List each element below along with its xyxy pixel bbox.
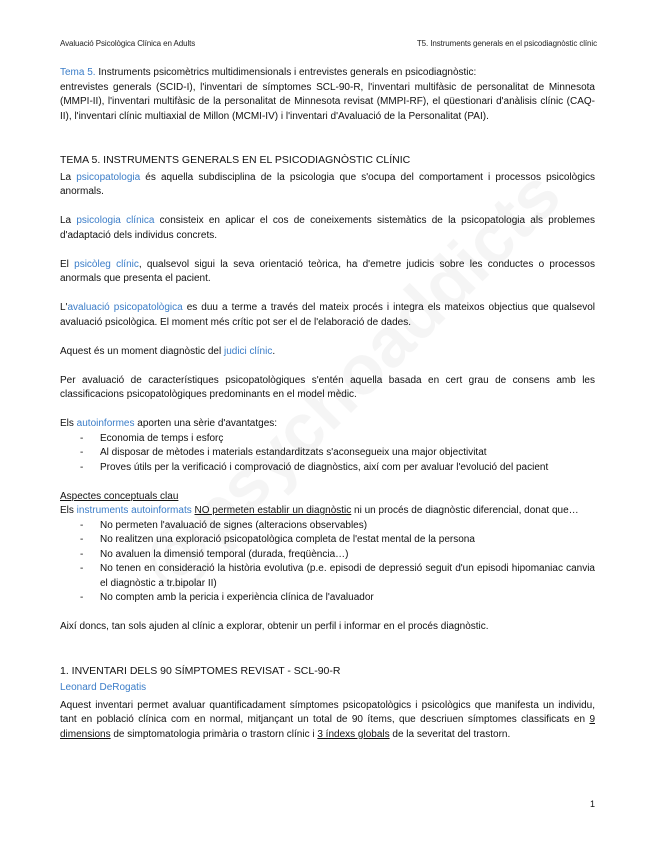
- term-psicologia-clinica: psicologia clínica: [76, 215, 155, 226]
- intro-text-1: Instruments psicomètrics multidimensionals i entrevistes generals en psicodiagnòstic:: [95, 67, 477, 78]
- list-item: - No compten amb la pericia i experiència clínica de l'avaluador: [60, 591, 595, 606]
- paragraph-conclusion: Així doncs, tan sols ajuden al clínic a explorar, obtenir un perfil i informar en el procés diagnòstic.: [60, 621, 489, 632]
- text: aporten una sèrie d'avantatges:: [134, 418, 278, 429]
- limitations-list: [60, 519, 595, 606]
- term-psicopatologia: psicopatologia: [76, 171, 141, 183]
- term-avaluacio-psicopatologica: avaluació psicopatològica: [67, 302, 183, 313]
- section-title: 1. INVENTARI DELS 90 SÍMPTOMES REVISAT - SCL-90-R: [60, 664, 341, 677]
- term-autoinformes: autoinformes: [76, 418, 135, 429]
- text: La: [60, 171, 77, 183]
- paragraph-psicologia-clinica: [60, 214, 595, 243]
- list-item: - No tenen en consideració la història evolutiva (p.e. episodi de depressió seguit d'un episodi hipomaniac canvia el diagnòstic a tr.bipolar II): [60, 562, 595, 591]
- advantages-list: [60, 432, 595, 476]
- paragraph-caracteristiques: Per avaluació de característiques psicopatològiques s'entén aquella basada en cert grau de consens amb les classificacions psicopatològiques predominants en el model mèdic.: [60, 374, 595, 400]
- text: Els: [60, 505, 77, 516]
- term-psicoleg-clinic: psicòleg clínic: [74, 258, 139, 270]
- list-item: - Proves útils per la verificació i comprovació de diagnòstics, així com per avaluar l'evolució del pacient: [60, 461, 595, 476]
- list-item: - No realitzen una exploració psicopatològica completa de l'estat mental de la persona: [60, 533, 595, 548]
- text: Aquest és un moment diagnòstic del: [60, 345, 224, 357]
- text: es duu a terme a través del mateix procés i integra els mateixos objectius que qualsevol avaluació psicològica. El moment més crític pot ser el de l'elaboració de dades.: [60, 302, 595, 328]
- paragraph-avaluacio: [60, 301, 595, 330]
- chapter-title: TEMA 5. INSTRUMENTS GENERALS EN EL PSICODIAGNÒSTIC CLÍNIC: [60, 154, 411, 166]
- text: El: [60, 258, 75, 270]
- paragraph-autoinformes: [60, 417, 595, 432]
- intro-paragraph: [60, 66, 595, 81]
- section-author: Leonard DeRogatis: [60, 682, 147, 693]
- text: La: [60, 215, 77, 226]
- text: L': [60, 302, 68, 313]
- list-item: - Economia de temps i esforç: [60, 432, 595, 447]
- text: de simptomatologia primària o trastorn clínic i: [110, 728, 318, 740]
- concepts-paragraph: [60, 504, 595, 519]
- text: és aquella subdisciplina de la psicologia que s'ocupa del comportament i processos psicològics anormals.: [60, 171, 596, 197]
- running-header-left: Avaluació Psicològica Clínica en Adults: [60, 39, 196, 48]
- text: ni un procés de diagnòstic diferencial, donat que…: [351, 505, 579, 516]
- intro-paragraph-2: entrevistes generals (SCID-I), l'inventari de símptomes SCL-90-R, l'inventari multifàsic de personalitat de Minnesota (MMPI-II), l'inventari multifàsic de la personalitat de Minnesota revisat (MMPI-RF), el qüestionari d'anàlisis clínic (CAQ-II), l'inventari clínic multiaxial de Millon (MCMI-IV) i l'inventari d'Avaluació de la Personalitat (PAI).: [60, 81, 595, 122]
- running-header-right: T5. Instruments generals en el psicodiagnòstic clínic: [416, 39, 597, 48]
- intro-label: Tema 5.: [60, 67, 96, 78]
- paragraph-psicoleg-clinic: [60, 258, 595, 287]
- paragraph-judici-clinic: [60, 345, 595, 360]
- paragraph-psicopatologia: [60, 171, 595, 200]
- text: de la severitat del trastorn.: [389, 728, 511, 740]
- term-judici-clinic: judici clínic: [223, 345, 273, 357]
- list-item: - No avaluen la dimensió temporal (durada, freqüència…): [60, 548, 595, 563]
- list-item: - No permeten l'avaluació de signes (alteracions observables): [60, 519, 595, 534]
- text: .: [272, 345, 276, 357]
- term-instruments-autoinformats: instruments autoinformats: [76, 505, 192, 516]
- text: consisteix en aplicar el cos de coneixements sistemàtics de la psicopatologia als problemes d'adaptació dels individus concrets.: [60, 215, 595, 241]
- indexes-emphasis: 3 índexs globals: [317, 728, 390, 740]
- text: Els: [60, 418, 77, 429]
- no-diagnostic-emphasis: NO permeten establir un diagnòstic: [194, 505, 352, 516]
- concepts-heading: Aspectes conceptuals clau: [60, 490, 179, 502]
- page-body: [60, 66, 595, 742]
- dimensions-emphasis: 9 dimensions: [60, 714, 595, 740]
- list-item: - Al disposar de mètodes i materials estandarditzats s'aconsegueix una major objectivitat: [60, 446, 595, 461]
- text: , qualsevol sigui la seva orientació teòrica, ha d'emetre judicis sobre les conductes o processos anormals que presenta el pacient.: [60, 258, 595, 284]
- paragraph-scl90r: [60, 699, 595, 743]
- page-number: 1: [589, 799, 595, 809]
- text: Aquest inventari permet avaluar quantificadament símptomes psicopatològics i psicològics que manifesta un individu, tant en població clínica com en normal, mitjançant un total de 90 ítems, que descriuen símptomes classificats en: [60, 699, 595, 725]
